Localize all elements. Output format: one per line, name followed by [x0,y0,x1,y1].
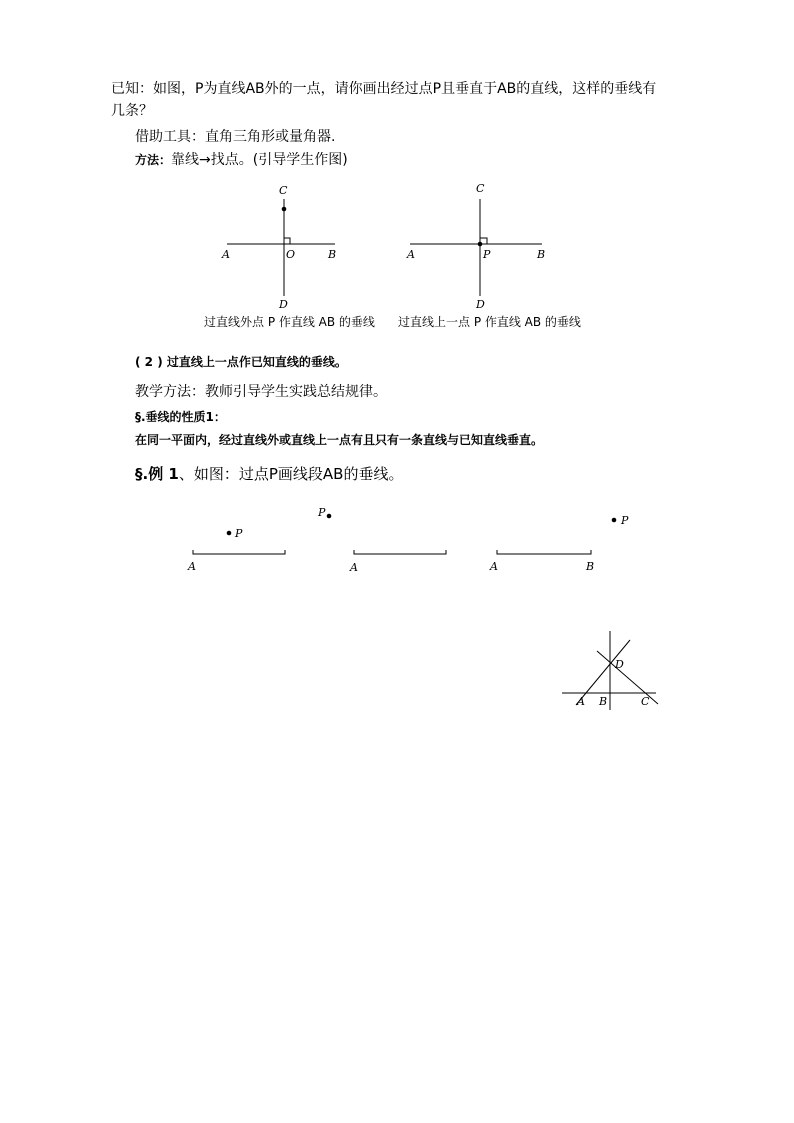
teaching-method-text: 教学方法：教师引导学生实践总结规律。 [135,384,387,400]
fig2-label-c: C [476,182,485,195]
fig1-label-b: B [328,248,337,261]
property-text: 在同一平面内，经过直线外或直线上一点有且只有一条直线与已知直线垂直。 [135,433,544,447]
fig2-label-d: D [476,298,485,311]
ex1-label-p: P [235,527,243,540]
ex1-point-p [227,531,232,536]
ex3-label-p: P [621,514,629,527]
tools-line: 借助工具：直角三角形或量角器. [135,129,336,145]
ex3-label-b: B [586,560,595,573]
fig1-label-o: O [286,248,296,261]
fig1-label-d: D [279,298,288,311]
method-text: 靠线→找点。(引导学生作图) [171,152,348,168]
figure-2-caption: 过直线上一点 P 作直线 AB 的垂线 [398,315,581,329]
figure-1-caption: 过直线外点 P 作直线 AB 的垂线 [204,315,375,329]
example-figure-3 [497,550,591,554]
intro-line-2: 几条？ [111,103,153,119]
section-2-heading: ( 2 ) 过直线上一点作已知直线的垂线。 [135,355,347,369]
tri-label-c: C [641,695,650,708]
example-line [135,463,403,485]
intro-line-1: 已知：如图，P为直线AB外的一点，请你画出经过点P且垂直于AB的直线，这样的垂线有 [111,81,657,97]
example-figure-2 [354,550,446,554]
ex1-label-a: A [188,560,196,573]
tri-label-d: D [615,658,624,671]
figure-2 [410,199,542,296]
method-label: 方法： [135,153,172,167]
example-text: 、如图：过点P画线段AB的垂线。 [178,465,404,483]
ex2-point-p [327,514,332,519]
ex3-point-p [612,518,617,523]
example-label: §.例 1 [135,465,179,483]
tri-label-a: A [577,695,585,708]
property-title: §.垂线的性质1： [135,410,226,424]
fig2-label-b: B [537,248,546,261]
example-figure-1 [193,550,285,554]
ex2-label-a: A [350,561,358,574]
figure-1 [227,199,335,296]
fig1-label-c: C [279,184,288,197]
ex2-label-p: P [318,506,326,519]
fig2-label-a: A [407,248,415,261]
fig2-point-p [478,242,483,247]
teaching-method-line [135,381,387,403]
fig2-label-p: P [483,248,491,261]
tri-label-b: B [599,695,608,708]
fig1-point-c [282,207,287,212]
fig1-label-a: A [222,248,230,261]
ex3-label-a: A [490,560,498,573]
